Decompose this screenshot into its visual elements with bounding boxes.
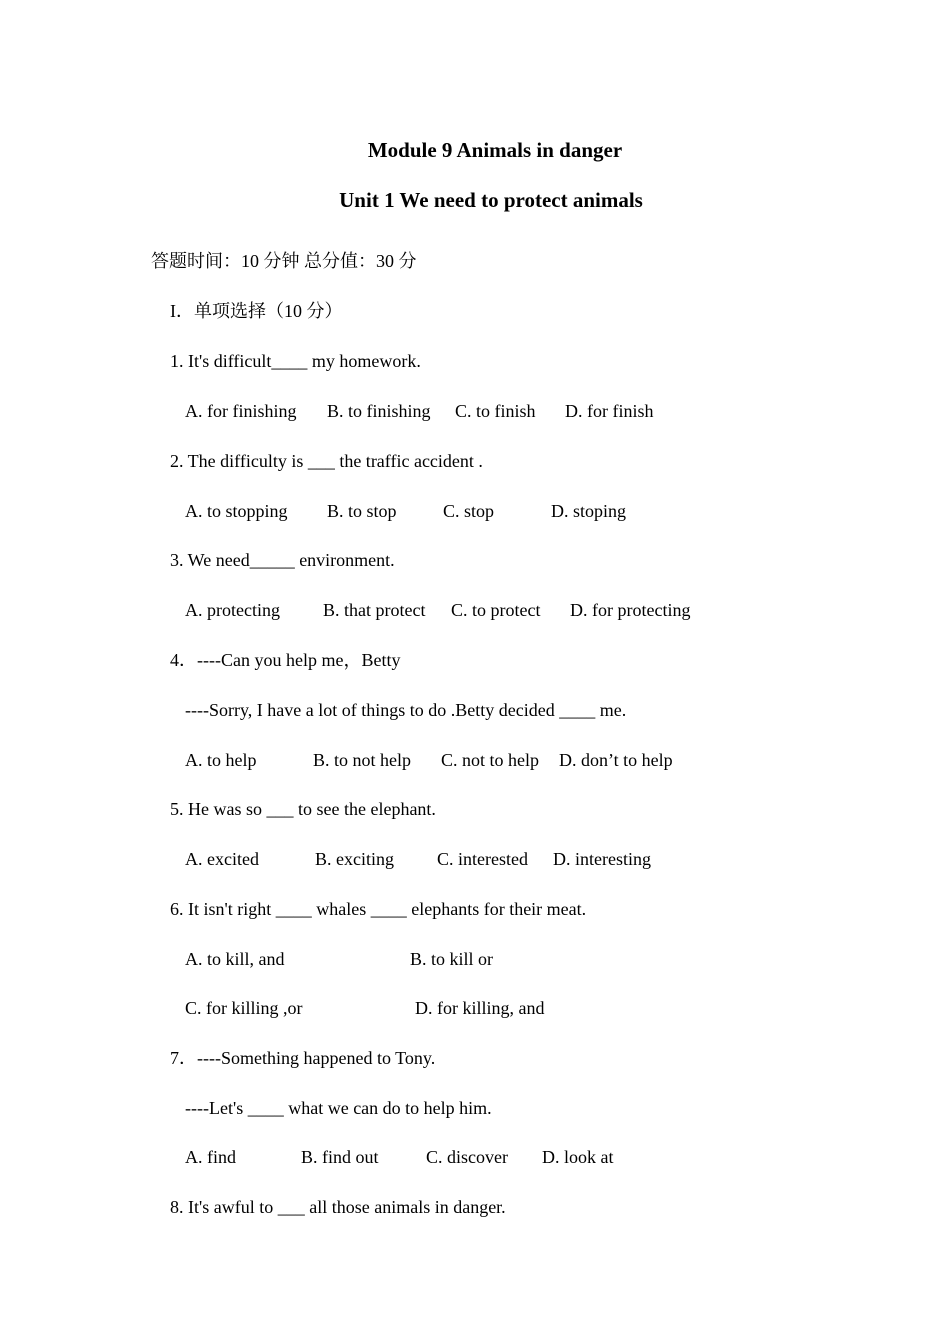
question-1-option-d: D. for finish — [565, 401, 654, 421]
question-5-stem: 5. He was so ___ to see the elephant. — [170, 799, 436, 819]
question-6-option-a: A. to kill, and — [185, 949, 285, 969]
question-5-option-d: D. interesting — [553, 849, 651, 869]
question-1-option-b: B. to finishing — [327, 401, 431, 421]
question-5-option-c: C. interested — [437, 849, 528, 869]
question-5-option-a: A. excited — [185, 849, 259, 869]
question-7-option-b: B. find out — [301, 1147, 379, 1167]
question-6-option-b: B. to kill or — [410, 949, 494, 969]
question-4-option-c: C. not to help — [441, 750, 539, 770]
question-2-stem: 2. The difficulty is ___ the traffic accident . — [170, 451, 483, 471]
question-7-stem: 7．----Something happened to Tony. — [170, 1048, 436, 1068]
question-4-stem-reply: ----Sorry, I have a lot of things to do .Betty decided ____ me. — [185, 700, 627, 720]
question-3-stem: 3. We need_____ environment. — [170, 550, 395, 570]
question-2-option-b: B. to stop — [327, 501, 397, 521]
question-7-option-a: A. find — [185, 1147, 236, 1167]
question-4-option-b: B. to not help — [313, 750, 411, 770]
question-2-option-a: A. to stopping — [185, 501, 288, 521]
question-8-stem: 8. It's awful to ___ all those animals in danger. — [170, 1197, 506, 1217]
question-3-option-d: D. for protecting — [570, 600, 691, 620]
question-6-stem: 6. It isn't right ____ whales ____ elephants for their meat. — [170, 899, 587, 919]
question-3-option-b: B. that protect — [323, 600, 426, 620]
question-2-option-c: C. stop — [443, 501, 495, 521]
question-5-option-b: B. exciting — [315, 849, 394, 869]
question-1-option-c: C. to finish — [455, 401, 536, 421]
question-7-stem-reply: ----Let's ____ what we can do to help him. — [185, 1098, 492, 1118]
question-1-option-a: A. for finishing — [185, 401, 297, 421]
section-heading: I．单项选择（10 分） — [170, 301, 343, 321]
page-subtitle: Unit 1 We need to protect animals — [339, 188, 643, 212]
question-7-option-c: C. discover — [426, 1147, 508, 1167]
question-2-option-d: D. stoping — [551, 501, 627, 521]
page-title: Module 9 Animals in danger — [367, 138, 623, 162]
question-6-option-c: C. for killing ,or — [185, 998, 303, 1018]
question-3-option-c: C. to protect — [451, 600, 541, 620]
question-7-option-d: D. look at — [542, 1147, 614, 1167]
exam-meta: 答题时间：10 分钟 总分值：30 分 — [151, 251, 417, 271]
question-6-option-d: D. for killing, and — [415, 998, 545, 1018]
question-4-option-d: D. don’t to help — [559, 750, 673, 770]
question-3-option-a: A. protecting — [185, 600, 280, 620]
question-1-stem: 1. It's difficult____ my homework. — [170, 351, 421, 371]
question-4-option-a: A. to help — [185, 750, 257, 770]
question-4-stem: 4．----Can you help me，Betty — [170, 650, 401, 670]
